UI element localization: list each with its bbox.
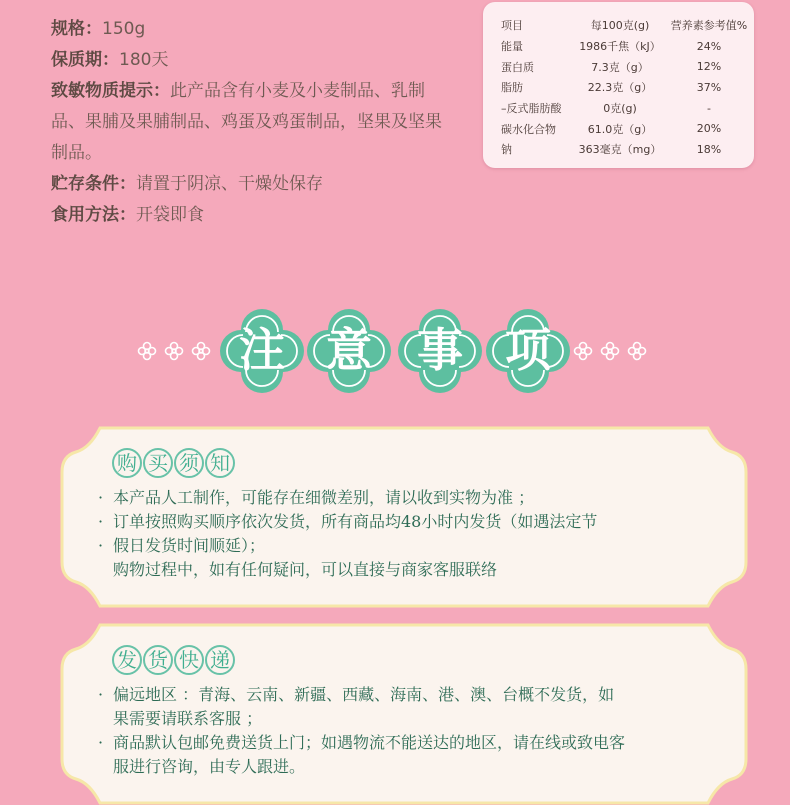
table-row: –反式脂肪酸 0克(g) -: [501, 101, 711, 116]
purchase-notice-panel: [60, 426, 748, 608]
list-item: · 偏远地区 ：青海、云南、新疆、西藏、海南、港、澳、台概不发货，如: [98, 685, 615, 704]
flower-ornament-left: [137, 341, 211, 361]
title-badge: 注: [219, 308, 305, 394]
flower-icon: [191, 341, 211, 361]
nutrition-header-row: 项目 每100克(g) 营养素参考值%: [501, 19, 748, 33]
flower-icon: [164, 341, 184, 361]
shipping-notice-text: [98, 683, 738, 779]
title-badge: 意: [306, 308, 392, 394]
nutrition-card: [483, 2, 754, 168]
title-badge: 项: [485, 308, 571, 394]
list-item: 服进行咨询，由专人跟进。: [113, 757, 306, 776]
list-item: 果需要请联系客服 ；: [113, 709, 263, 728]
shipping-notice-heading: 发 货 快 递: [112, 645, 235, 675]
title-badge: 事: [397, 308, 483, 394]
spec-row: 规格：150g: [51, 19, 146, 39]
purchase-notice-heading: 购 买 须 知: [112, 448, 235, 478]
table-row: 碳水化合物 61.0克（g） 20%: [501, 122, 722, 136]
usage-row: 食用方法：开袋即食: [51, 205, 204, 225]
flower-icon: [600, 341, 620, 361]
list-item: 购物过程中，如有任何疑问，可以直接与商家客服联络: [113, 560, 498, 579]
purchase-notice-text: [98, 486, 738, 582]
nutrition-table: [501, 15, 749, 160]
list-item: · 假日发货时间顺延）；: [98, 536, 266, 555]
flower-ornament-right: [573, 341, 647, 361]
shelf-life-row: 保质期：180天: [51, 50, 169, 70]
flower-icon: [573, 341, 593, 361]
storage-row: 贮存条件：请置于阴凉、干燥处保存: [51, 174, 323, 194]
table-row: 蛋白质 7.3克（g） 12%: [501, 60, 722, 74]
flower-icon: [137, 341, 157, 361]
product-info: [51, 14, 451, 231]
list-item: · 本产品人工制作，可能存在细微差别，请以收到实物为准 ；: [98, 488, 535, 507]
table-row: 脂肪 22.3克（g） 37%: [501, 80, 722, 95]
allergen-row: 致敏物质提示：此产品含有小麦及小麦制品、乳制品、果脯及果脯制品、鸡蛋及鸡蛋制品，坚果及坚果制品。: [51, 81, 442, 163]
list-item: · 商品默认包邮免费送货上门；如遇物流不能送达的地区，请在线或致电客: [98, 733, 626, 752]
section-title: [0, 308, 790, 394]
table-row: 钠 363毫克（mg） 18%: [501, 142, 722, 157]
shipping-notice-panel: [60, 623, 748, 803]
table-row: 能量 1986千焦（kJ） 24%: [501, 39, 722, 54]
flower-icon: [627, 341, 647, 361]
list-item: · 订单按照购买顺序依次发货，所有商品均48小时内发货（如遇法定节: [98, 512, 598, 531]
